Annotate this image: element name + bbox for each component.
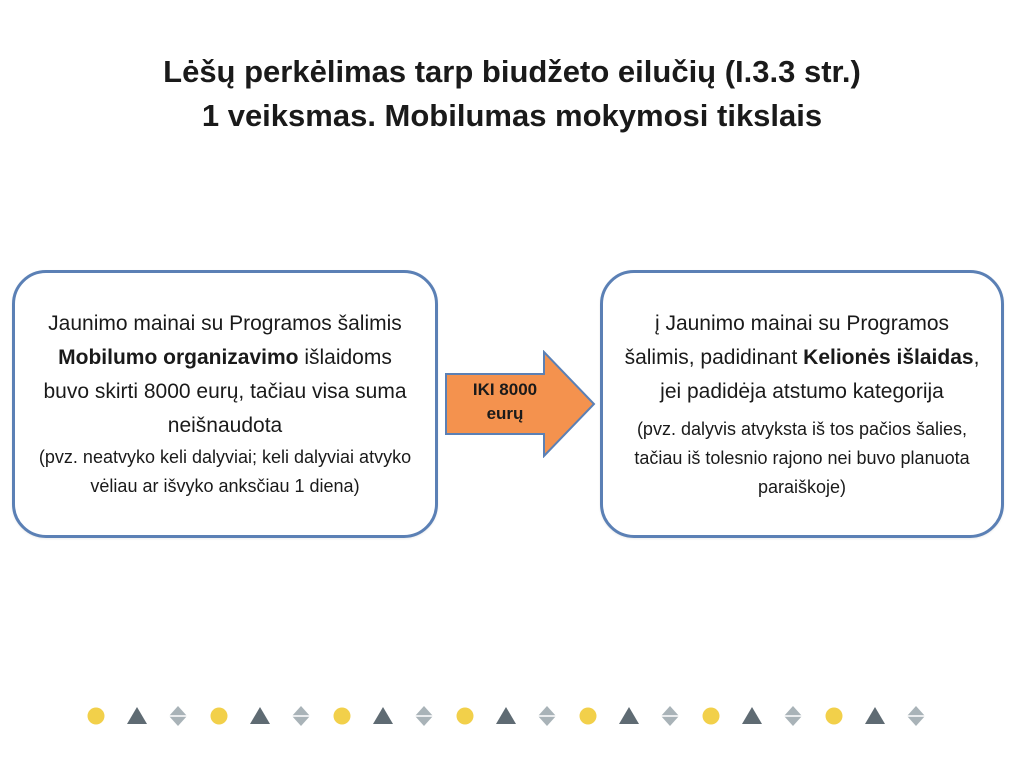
title-line-2: 1 veiksmas. Mobilumas mokymosi tikslais [201, 98, 823, 133]
decorative-shape-row [84, 704, 944, 728]
source-text-end: išlaidoms buvo skirti 8000 eurų, tačiau visa suma neišnaudota [43, 346, 407, 437]
target-text-end: , jei padidėja atstumo kategorija [660, 345, 980, 403]
decorative-triangle-icon [373, 707, 393, 724]
title-line-1: Lėšų perkėlimas tarp biudžeto eilučių (I.3.3 str.) [163, 54, 861, 89]
source-box [12, 270, 438, 538]
decorative-triangle-icon [496, 707, 516, 724]
target-text-start: į Jaunimo mainai su Programos šalimis, padidinant [624, 311, 950, 369]
source-text-start: Jaunimo mainai su Programos šalimis [48, 312, 402, 335]
arrow-label-line-1: IKI 8000 [472, 380, 538, 399]
decorative-circle-icon [334, 708, 351, 725]
decorative-triangle-icon [742, 707, 762, 724]
source-example-note: (pvz. neatvyko keli dalyviai; keli dalyviai atvyko vėliau ar išvyko anksčiau 1 diena) [38, 447, 412, 496]
decorative-circle-icon [88, 708, 105, 725]
decorative-circle-icon [703, 708, 720, 725]
arrow-label-line-2: eurų [486, 404, 524, 423]
decorative-triangle-icon [250, 707, 270, 724]
decorative-circle-icon [457, 708, 474, 725]
decorative-triangle-icon [127, 707, 147, 724]
decorative-circle-icon [211, 708, 228, 725]
decorative-triangle-icon [865, 707, 885, 724]
target-example-note: (pvz. dalyvis atvyksta iš tos pačios šalies, tačiau iš tolesnio rajono nei buvo planuota paraiškoje) [634, 418, 970, 497]
source-bold-term: Mobilumo organizavimo [58, 346, 299, 369]
target-main-text [621, 307, 983, 409]
arrow-label [444, 378, 566, 426]
decorative-triangle-icon [619, 707, 639, 724]
decorative-circle-icon [826, 708, 843, 725]
slide-title [0, 50, 1024, 138]
target-bold-term: Kelionės išlaidas [803, 345, 974, 369]
decorative-circle-icon [580, 708, 597, 725]
target-box [600, 270, 1004, 538]
transfer-arrow [444, 350, 596, 458]
source-main-text [33, 307, 417, 443]
